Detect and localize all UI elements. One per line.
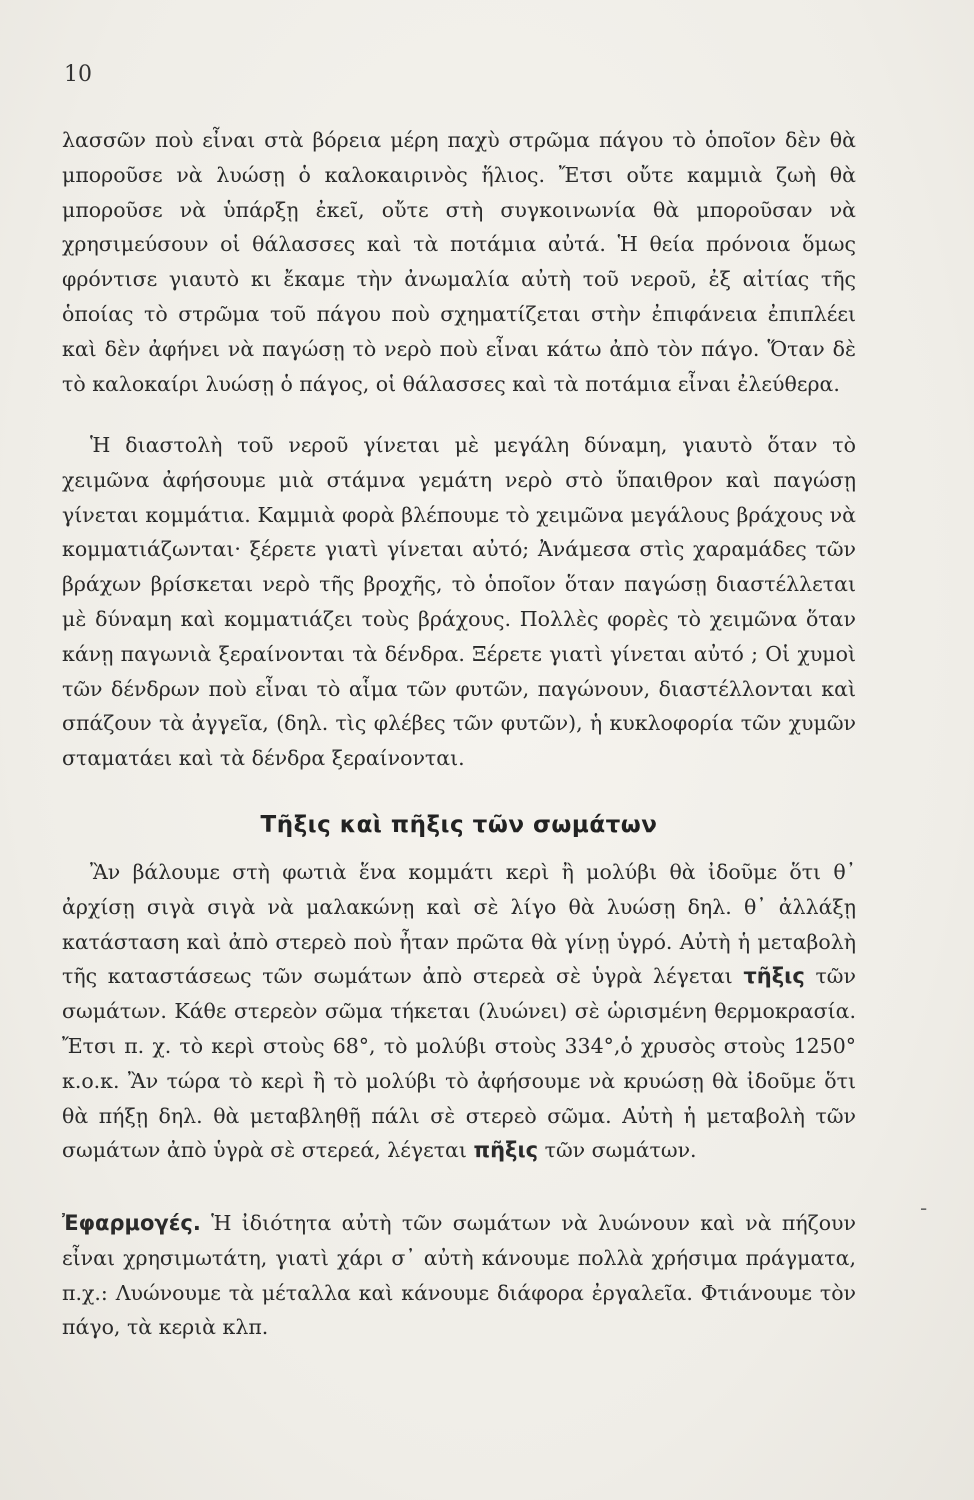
- paragraph-4: [62, 1206, 856, 1345]
- paragraph-3-part-c: τῶν σωμάτων.: [544, 1138, 697, 1163]
- paragraph-3-part-b: τῶν σωμάτων. Κάθε στερεὸν σῶμα τήκεται (λυώνει) σὲ ὡρισμένη θερμοκρασία. Ἔτσι π. χ. τὸ κερὶ στοὺς 68°, τὸ μολύβι στοὺς 334°,ὁ χρυσὸς στοὺς 1250° κ.ο.κ. Ἂν τώρα τὸ κερὶ ἢ τὸ μολύβι τὸ ἀφήσουμε νὰ κρυώσῃ θὰ ἰδοῦμε ὅτι θὰ πήξῃ δηλ. θὰ μεταβληθῇ πάλι σὲ στερεὸ σῶμα. Αὐτὴ ἡ μεταβολὴ τῶν σωμάτων ἀπὸ ὑγρὰ σὲ στερεά, λέγεται: [62, 964, 856, 1163]
- paragraph-water-expansion: [62, 428, 856, 776]
- paragraph-ice-layer: [62, 123, 856, 401]
- paragraph-applications: [62, 1206, 856, 1345]
- paragraph-4-text: Ἡ ἰδιότητα αὐτὴ τῶν σωμάτων νὰ λυώνουν καὶ νὰ πήζουν εἶναι χρησιμωτάτη, γιατὶ χάρι σ᾽ αὐτὴ κάνουμε πολλὰ χρήσιμα πράγματα, π.χ.: Λυώνουμε τὰ μέταλλα καὶ κάνουμε διάφορα ἐργαλεῖα. Φτιάνουμε τὸν πάγο, τὰ κεριὰ κλπ.: [62, 1211, 856, 1340]
- paragraph-1-text: λασσῶν ποὺ εἶναι στὰ βόρεια μέρη παχὺ στρῶμα πάγου τὸ ὁποῖον δὲν θὰ μποροῦσε νὰ λυώσῃ ὁ καλοκαιρινὸς ἥλιος. Ἔτσι οὔτε καμμιὰ ζωὴ θὰ μποροῦσε νὰ ὑπάρξῃ ἐκεῖ, οὔτε στὴ συγκοινωνία θὰ μποροῦσαν νὰ χρησιμεύσουν οἱ θάλασσες καὶ τὰ ποτάμια αὐτά. Ἡ θεία πρόνοια ὅμως φρόντισε γιαυτὸ κι ἔκαμε τὴν ἀνωμαλία αὐτὴ τοῦ νεροῦ, ἐξ αἰτίας τῆς ὁποίας τὸ στρῶμα τοῦ πάγου ποὺ σχηματίζεται στὴν ἐπιφάνεια ἐπιπλέει καὶ δὲν ἀφήνει νὰ παγώσῃ τὸ νερὸ ποὺ εἶναι κάτω ἀπὸ τὸν πάγο. Ὅταν δὲ τὸ καλοκαίρι λυώσῃ ὁ πάγος, οἱ θάλασσες καὶ τὰ ποτάμια εἶναι ἐλεύθερα.: [62, 128, 856, 396]
- paragraph-2-text: Ἡ διαστολὴ τοῦ νεροῦ γίνεται μὲ μεγάλη δύναμη, γιαυτὸ ὅταν τὸ χειμῶνα ἀφήσουμε μιὰ στάμνα γεμάτη νερὸ στὸ ὕπαιθρον καὶ παγώσῃ γίνεται κομμάτια. Καμμιὰ φορὰ βλέπουμε τὸ χειμῶνα μεγάλους βράχους νὰ κομματιάζωνται· ξέρετε γιατὶ γίνεται αὐτό; Ἀνάμεσα στὶς χαραμάδες τῶν βράχων βρίσκεται νερὸ τῆς βροχῆς, τὸ ὁποῖον ὅταν παγώσῃ διαστέλλεται μὲ δύναμη καὶ κομματιάζει τοὺς βράχους. Πολλὲς φορὲς τὸ χειμῶνα ὅταν κάνῃ παγωνιὰ ξεραίνονται τὰ δένδρα. Ξέρετε γιατὶ γίνεται αὐτό ; Οἱ χυμοὶ τῶν δένδρων ποὺ εἶναι τὸ αἷμα τῶν φυτῶν, παγώνουν, διαστέλλονται καὶ σπάζουν τὰ ἀγγεῖα, (δηλ. τὶς φλέβες τῶν φυτῶν), ἡ κυκλοφορία τῶν χυμῶν σταματάει καὶ τὰ δένδρα ξεραίνονται.: [62, 433, 856, 771]
- page-number: 10: [64, 62, 92, 87]
- margin-mark: -: [920, 1196, 928, 1220]
- term-melting: τῆξις: [743, 964, 805, 989]
- applications-label: Ἐφαρμογές.: [62, 1211, 201, 1235]
- paragraph-3-part-a: Ἂν βάλουμε στὴ φωτιὰ ἕνα κομμάτι κερὶ ἢ μολύβι θὰ ἰδοῦμε ὅτι θ᾽ ἀρχίσῃ σιγὰ σιγὰ νὰ μαλακώνῃ καὶ σὲ λίγο θὰ λυώσῃ δηλ. θ᾽ ἀλλάξῃ κατάσταση καὶ ἀπὸ στερεὸ ποὺ ἦταν πρῶτα θὰ γίνῃ ὑγρό. Αὐτὴ ἡ μεταβολὴ τῆς καταστάσεως τῶν σωμάτων ἀπὸ στερεὰ σὲ ὑγρὰ λέγεται: [62, 860, 856, 989]
- term-solidification: πῆξις: [473, 1138, 539, 1163]
- paragraph-melting-solidification: [62, 855, 856, 1168]
- section-heading: Τῆξις καὶ πῆξις τῶν σωμάτων: [260, 812, 658, 838]
- paragraph-3: [62, 855, 856, 1168]
